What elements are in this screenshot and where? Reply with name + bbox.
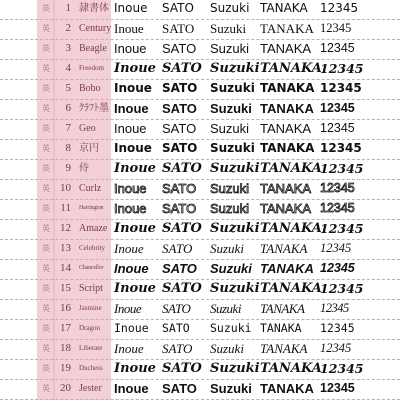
sample-suzuki: Suzuki — [210, 161, 260, 176]
font-number: 11 — [60, 202, 71, 214]
sample-tanaka: TANAKA — [260, 41, 312, 56]
font-row — [0, 40, 400, 60]
sample-suzuki: Suzuki — [210, 321, 252, 335]
font-row — [0, 100, 400, 120]
sample-suzuki: Suzuki — [210, 201, 250, 216]
sample-digits: 12345 — [320, 241, 352, 255]
sample-sato: SATO — [162, 201, 197, 216]
font-number: 17 — [60, 322, 71, 334]
sample-inoue: Inoue — [114, 21, 144, 36]
sample-suzuki: Suzuki — [210, 81, 255, 95]
sample-digits: 12345 — [320, 1, 359, 15]
sample-inoue: Inoue — [114, 281, 156, 296]
sample-digits: 12345 — [320, 281, 364, 296]
sample-tanaka: TANAKA — [260, 121, 312, 136]
sample-digits: 12345 — [320, 121, 355, 135]
sample-sato: SATO — [162, 221, 202, 236]
sample-tanaka: TANAKA — [260, 381, 314, 396]
font-number: 7 — [65, 122, 71, 134]
sample-suzuki: Suzuki — [210, 261, 252, 276]
sample-inoue: Inoue — [114, 141, 152, 155]
sample-tanaka: TANAKA — [260, 61, 322, 76]
sample-sato: SATO — [162, 341, 193, 356]
font-name: Geo — [79, 123, 96, 134]
sample-suzuki: Suzuki — [210, 21, 247, 36]
font-row — [0, 300, 400, 320]
sample-sato: SATO — [162, 81, 198, 95]
sample-inoue: Inoue — [114, 341, 144, 356]
category-mark: 英 — [42, 324, 50, 333]
sample-tanaka: TANAKA — [260, 341, 308, 356]
sample-sato: SATO — [162, 301, 191, 316]
sample-sato: SATO — [162, 1, 194, 15]
sample-suzuki: Suzuki — [210, 361, 260, 376]
sample-tanaka: TANAKA — [260, 1, 308, 15]
category-mark: 英 — [42, 44, 50, 53]
sample-sato: SATO — [162, 121, 197, 136]
category-mark: 英 — [42, 104, 50, 113]
sample-digits: 12345 — [320, 101, 355, 115]
font-row — [0, 0, 400, 20]
sample-suzuki: Suzuki — [210, 61, 260, 76]
sample-inoue: Inoue — [114, 221, 156, 236]
category-mark: 英 — [42, 124, 50, 133]
sample-inoue: Inoue — [114, 161, 156, 176]
font-row — [0, 200, 400, 220]
sample-tanaka: TANAKA — [260, 281, 322, 296]
font-row — [0, 160, 400, 180]
font-row — [0, 80, 400, 100]
sample-digits: 12345 — [320, 21, 352, 35]
sample-inoue: Inoue — [114, 61, 156, 76]
font-row — [0, 260, 400, 280]
sample-inoue: Inoue — [114, 181, 147, 196]
sample-digits: 12345 — [320, 81, 362, 95]
font-number: 10 — [60, 182, 71, 194]
font-number: 15 — [60, 282, 71, 294]
font-row — [0, 60, 400, 80]
category-mark: 英 — [42, 164, 50, 173]
font-row — [0, 280, 400, 300]
font-row — [0, 340, 400, 360]
sample-inoue: Inoue — [114, 301, 142, 316]
sample-inoue: Inoue — [114, 201, 147, 216]
sample-digits: 12345 — [320, 261, 355, 275]
font-row — [0, 240, 400, 260]
font-number: 3 — [65, 42, 71, 54]
font-number: 5 — [65, 82, 71, 94]
font-name: Amaze — [79, 223, 108, 234]
sample-inoue: Inoue — [114, 361, 156, 376]
font-row — [0, 120, 400, 140]
font-name: Jasmine — [79, 304, 102, 312]
font-name: Harrington — [79, 205, 104, 211]
font-number: 8 — [65, 142, 71, 154]
sample-sato: SATO — [162, 161, 202, 176]
sample-digits: 12345 — [320, 161, 364, 176]
sample-tanaka: TANAKA — [260, 161, 322, 176]
sample-suzuki: Suzuki — [210, 141, 255, 155]
sample-digits: 12345 — [320, 361, 364, 376]
sample-digits: 12345 — [320, 141, 362, 155]
font-name: Celebrity — [79, 244, 106, 252]
font-row — [0, 20, 400, 40]
font-row — [0, 220, 400, 240]
font-number: 1 — [65, 2, 71, 14]
sample-digits: 12345 — [320, 41, 355, 55]
sample-sato: SATO — [162, 321, 190, 335]
sample-digits: 12345 — [320, 321, 355, 335]
category-mark: 英 — [42, 84, 50, 93]
category-mark: 英 — [42, 364, 50, 373]
sample-inoue: Inoue — [114, 81, 152, 95]
font-name: Dragon — [79, 324, 100, 332]
category-mark: 英 — [42, 184, 50, 193]
sample-inoue: Inoue — [114, 121, 147, 136]
sample-suzuki: Suzuki — [210, 301, 241, 316]
font-number: 20 — [60, 382, 71, 394]
font-number: 12 — [60, 222, 71, 234]
category-mark: 英 — [42, 284, 50, 293]
sample-inoue: Inoue — [114, 101, 149, 116]
sample-digits: 12345 — [320, 61, 364, 76]
font-name: Script — [79, 283, 103, 294]
font-name: Bobo — [79, 83, 101, 94]
sample-suzuki: Suzuki — [210, 121, 250, 136]
font-name: Duchess — [79, 364, 103, 372]
font-number: 4 — [65, 62, 71, 74]
category-mark: 英 — [42, 344, 50, 353]
sample-sato: SATO — [162, 281, 202, 296]
sample-sato: SATO — [162, 141, 198, 155]
font-row — [0, 140, 400, 160]
font-name: Century — [79, 23, 112, 34]
sample-suzuki: Suzuki — [210, 221, 260, 236]
font-name: Curlz — [79, 183, 102, 194]
sample-inoue: Inoue — [114, 321, 149, 335]
font-name: 京円 — [79, 143, 99, 154]
category-mark: 英 — [42, 24, 50, 33]
sample-sato: SATO — [162, 61, 202, 76]
font-number: 14 — [60, 262, 71, 274]
sample-inoue: Inoue — [114, 41, 147, 56]
font-number: 13 — [60, 242, 71, 254]
sample-tanaka: TANAKA — [260, 301, 305, 316]
sample-tanaka: TANAKA — [260, 261, 314, 276]
sample-suzuki: Suzuki — [210, 1, 250, 15]
category-mark: 英 — [42, 4, 50, 13]
sample-digits: 12345 — [320, 301, 349, 315]
font-name: Beagle — [79, 43, 107, 54]
sample-tanaka: TANAKA — [260, 321, 302, 335]
font-number: 2 — [65, 22, 71, 34]
sample-sato: SATO — [162, 21, 195, 36]
font-name: Freedom — [79, 64, 104, 72]
font-number: 18 — [60, 342, 71, 354]
sample-tanaka: TANAKA — [260, 241, 308, 256]
font-number: 16 — [60, 302, 71, 314]
font-row — [0, 320, 400, 340]
sample-suzuki: Suzuki — [210, 281, 260, 296]
sample-inoue: Inoue — [114, 1, 148, 15]
sample-digits: 12345 — [320, 221, 364, 236]
sample-inoue: Inoue — [114, 381, 149, 396]
font-number: 19 — [60, 362, 71, 374]
sample-tanaka: TANAKA — [260, 81, 315, 95]
font-name: Liberate — [79, 344, 103, 352]
sample-suzuki: Suzuki — [210, 341, 244, 356]
font-name: ｸﾗﾌﾄ墨 — [79, 103, 109, 114]
sample-tanaka: TANAKA — [260, 361, 322, 376]
font-number: 9 — [65, 162, 71, 174]
sample-sato: SATO — [162, 361, 202, 376]
sample-inoue: Inoue — [114, 241, 144, 256]
category-mark: 英 — [42, 304, 50, 313]
font-row — [0, 380, 400, 400]
category-mark: 英 — [42, 244, 50, 253]
sample-suzuki: Suzuki — [210, 41, 250, 56]
category-mark: 英 — [42, 384, 50, 393]
sample-digits: 12345 — [320, 201, 355, 215]
sample-tanaka: TANAKA — [260, 21, 314, 36]
sample-suzuki: Suzuki — [210, 381, 252, 396]
font-row — [0, 360, 400, 380]
font-row — [0, 180, 400, 200]
sample-sato: SATO — [162, 101, 197, 116]
font-number: 6 — [65, 102, 71, 114]
sample-tanaka: TANAKA — [260, 181, 312, 196]
sample-sato: SATO — [162, 181, 197, 196]
sample-sato: SATO — [162, 241, 193, 256]
category-mark: 英 — [42, 264, 50, 273]
sample-suzuki: Suzuki — [210, 241, 244, 256]
category-mark: 英 — [42, 224, 50, 233]
sample-tanaka: TANAKA — [260, 101, 314, 116]
font-name: Chancellor — [79, 265, 104, 271]
sample-inoue: Inoue — [114, 261, 149, 276]
font-name: Jester — [79, 383, 102, 394]
sample-sato: SATO — [162, 381, 197, 396]
sample-digits: 12345 — [320, 181, 355, 195]
sample-digits: 12345 — [320, 381, 355, 395]
sample-digits: 12345 — [320, 341, 352, 355]
font-name: 隷書体 — [79, 3, 109, 14]
sample-tanaka: TANAKA — [260, 221, 322, 236]
sample-tanaka: TANAKA — [260, 141, 315, 155]
category-mark: 英 — [42, 144, 50, 153]
category-mark: 英 — [42, 204, 50, 213]
font-name: 侍 — [79, 163, 89, 174]
sample-sato: SATO — [162, 41, 197, 56]
sample-tanaka: TANAKA — [260, 201, 312, 216]
sample-suzuki: Suzuki — [210, 101, 252, 116]
sample-sato: SATO — [162, 261, 197, 276]
category-mark: 英 — [42, 64, 50, 73]
sample-suzuki: Suzuki — [210, 181, 250, 196]
